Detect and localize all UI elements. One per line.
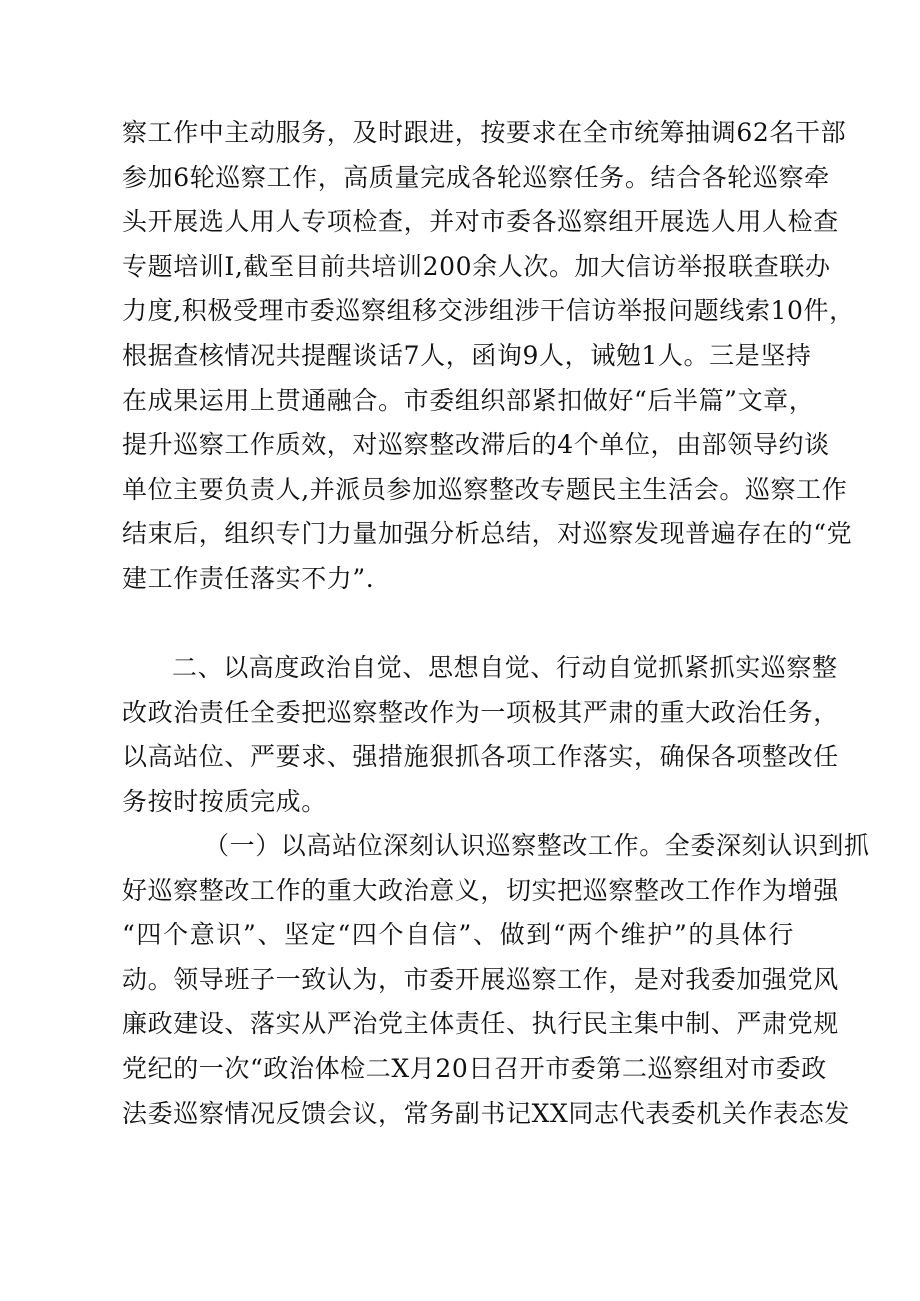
text-line: 头开展选人用人专项检查，并对市委各巡察组开展选人用人检查 <box>122 207 839 237</box>
text-line: 专题培训I,截至目前共培训200余人次。加大信访举报联查联办 <box>122 251 831 281</box>
text-line: 法委巡察情况反馈会议，常务副书记XX同志代表委机关作表态发 <box>122 1098 850 1128</box>
text-line: 二、以高度政治自觉、思想自觉、行动自觉抓紧抓实巡察整 <box>172 653 838 682</box>
text-line: 在成果运用上贯通融合。市委组织部紧扣做好“后半篇”文章， <box>122 385 815 415</box>
text-line: 参加6轮巡察工作，高质量完成各轮巡察任务。结合各轮巡察牵 <box>122 162 830 192</box>
text-line: 察工作中主动服务，及时跟进，按要求在全市统筹抽调62名干部 <box>122 118 847 147</box>
text-line: 好巡察整改工作的重大政治意义，切实把巡察整改工作作为增强 <box>122 875 839 905</box>
section-heading-paragraph <box>122 646 839 824</box>
text-line: 根据查核情况共提醒谈话7人，函询9人，诫勉1人。三是坚持 <box>122 340 812 370</box>
subsection-paragraph <box>122 824 870 1136</box>
text-line: 改政治责任全委把巡察整改作为一项极其严肃的重大政治任务， <box>122 697 839 727</box>
text-line: 单位主要负责人,并派员参加巡察整改专题民主生活会。巡察工作 <box>122 474 848 504</box>
text-line: 提升巡察工作质效，对巡察整改滞后的4个单位，由部领导约谈 <box>122 430 830 460</box>
text-line: （一）以高站位深刻认识巡察整改工作。全委深刻认识到抓 <box>204 831 870 860</box>
text-line: 以高站位、严要求、强措施狠抓各项工作落实，确保各项整改任 <box>122 742 839 772</box>
text-line: 力度,积极受理市委巡察组移交涉组涉干信访举报问题线索10件， <box>122 296 855 326</box>
body-paragraph-1 <box>122 111 855 602</box>
text-line: 结束后，组织专门力量加强分析总结，对巡察发现普遍存在的“党 <box>122 519 853 549</box>
text-line: 党纪的一次“政治体检二X月20日召开市委第二巡察组对市委政 <box>122 1053 827 1083</box>
text-line: 动。领导班子一致认为，市委开展巡察工作，是对我委加强党风 <box>122 964 839 994</box>
text-line: 务按时按质完成。 <box>122 786 327 816</box>
text-line: 建工作责任落实不力”. <box>122 563 375 593</box>
text-line: 廉政建设、落实从严治党主体责任、执行民主集中制、严肃党规 <box>122 1009 839 1039</box>
text-line: “四个意识”、坚定“四个自信”、做到“两个维护”的具体行 <box>122 920 794 950</box>
